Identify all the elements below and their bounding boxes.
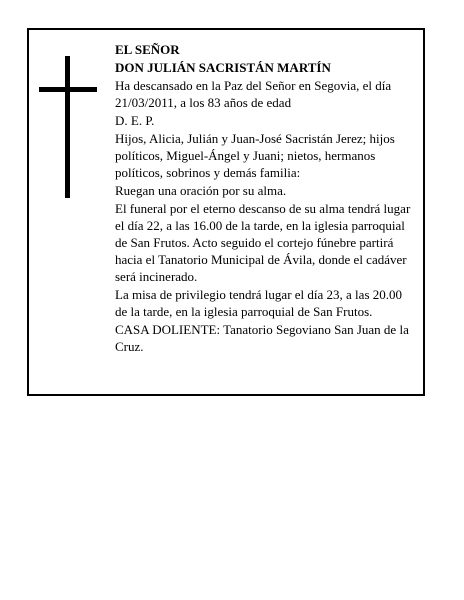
death-announcement: Ha descansado en la Paz del Señor en Segovia, el día 21/03/2011, a los 83 años de edad xyxy=(115,78,392,110)
cross-vertical-bar xyxy=(65,56,70,198)
cross-icon xyxy=(39,56,97,198)
notice-header-title: EL SEÑOR xyxy=(115,42,180,57)
prayer-request: Ruegan una oración por su alma. xyxy=(115,183,287,198)
family-list: Hijos, Alicia, Julián y Juan-José Sacristán Jerez; hijos políticos, Miguel-Ángel y Juani; nietos, hermanos políticos, sobrinos y demás familia: xyxy=(115,131,395,180)
privilege-mass-details: La misa de privilegio tendrá lugar el día 23, a las 20.00 de la tarde, en la iglesia parroquial de San Frutos. xyxy=(115,287,402,319)
mourning-house: CASA DOLIENTE: Tanatorio Segoviano San Juan de la Cruz. xyxy=(115,322,409,354)
cross-horizontal-bar xyxy=(39,87,97,92)
deceased-name: DON JULIÁN SACRISTÁN MARTÍN xyxy=(115,60,331,75)
obituary-notice xyxy=(27,28,425,396)
funeral-details: El funeral por el eterno descanso de su alma tendrá lugar el día 22, a las 16.00 de la tarde, en la iglesia parroquial de San Frutos. Acto seguido el cortejo fúnebre partirá hacia el Tanatorio Municipal de Ávila, donde el cadáver será incinerado. xyxy=(115,201,411,284)
notice-text xyxy=(115,41,415,356)
rip-line: D. E. P. xyxy=(115,113,155,128)
